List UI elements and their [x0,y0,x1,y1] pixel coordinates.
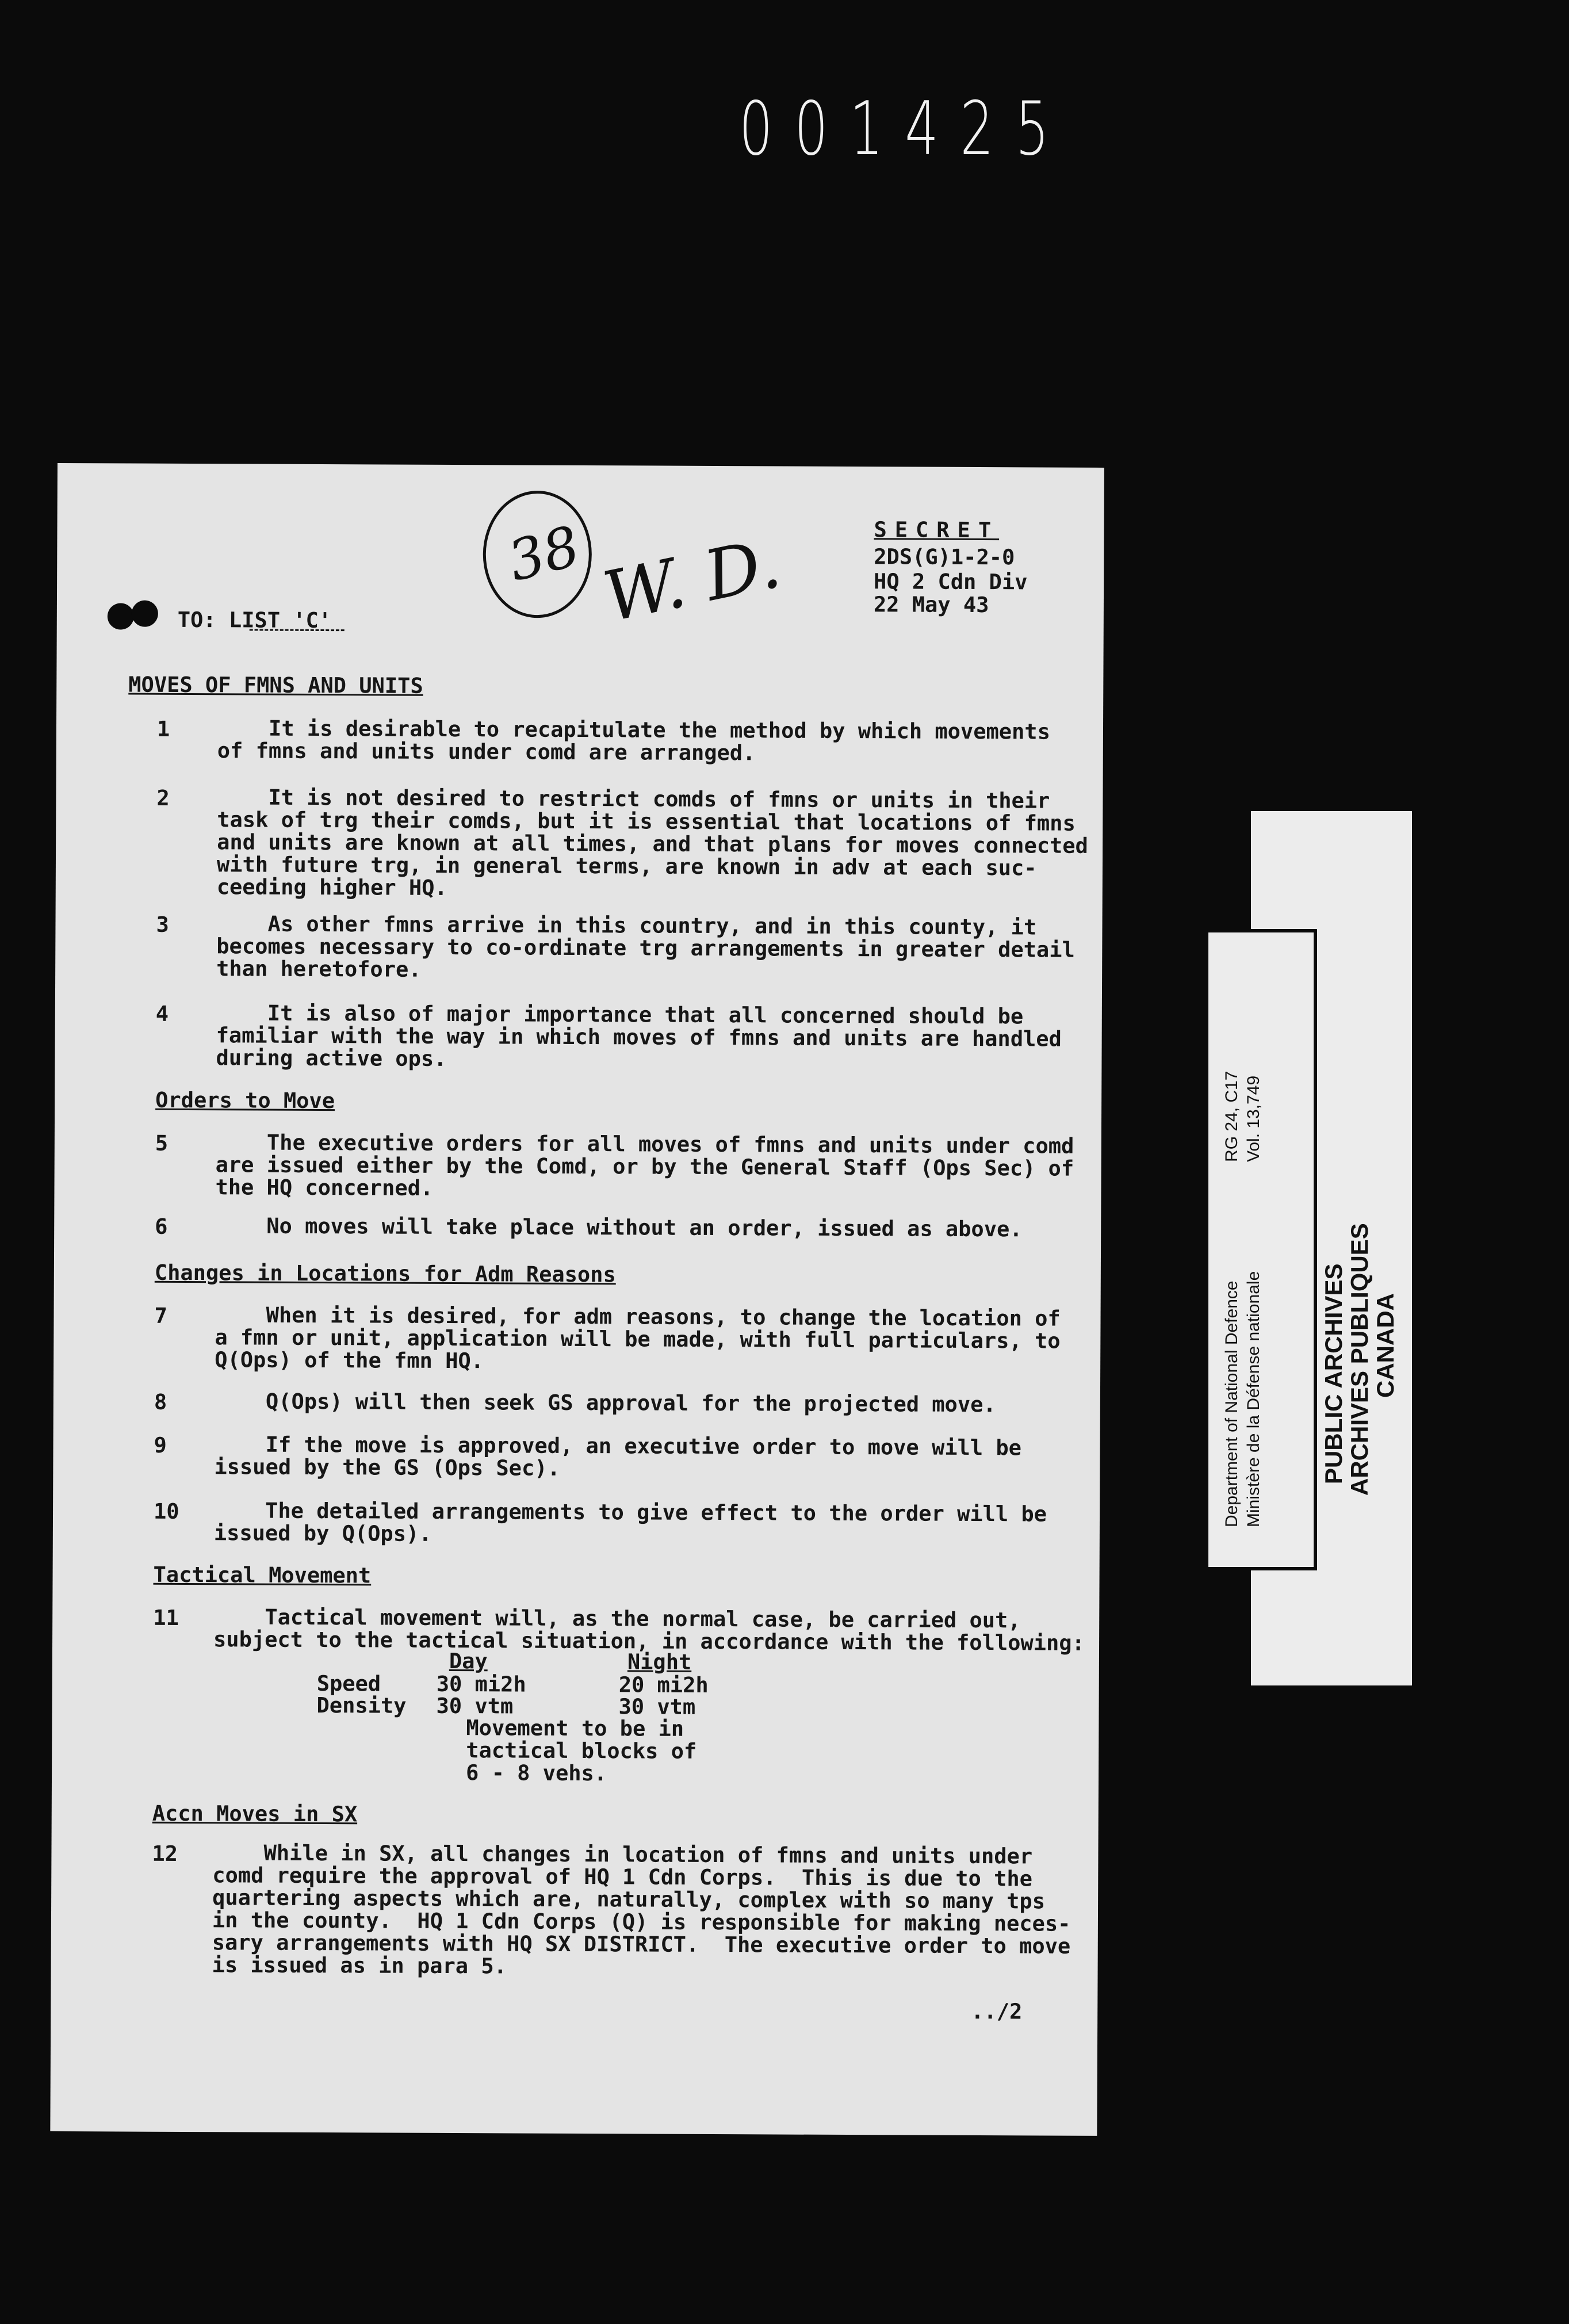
section-heading-changes: Changes in Locations for Adm Reasons [154,1260,616,1287]
paragraph-text: The detailed arrangements to give effect to the order will be issued by Q(Ops). [213,1498,1047,1546]
paragraph-number: 10 [153,1499,179,1524]
department-name-en: Department of National Defence [1222,1281,1241,1527]
table-cell-speed-day: 30 mi2h [436,1671,526,1697]
table-cell-density-night: 30 vtm [618,1694,696,1719]
paragraph-number: 3 [156,912,169,937]
table-row-label-density: Density [316,1692,407,1718]
handwritten-folio-number: 38 [502,514,586,594]
record-group-ref: RG 24, C17 [1222,1071,1241,1162]
paragraph-number: 6 [155,1214,168,1239]
paragraph-12 [152,1841,1073,1980]
paragraph-7 [154,1304,1074,1375]
document-title: MOVES OF FMNS AND UNITS [128,672,423,698]
issuing-hq: HQ 2 Cdn Div [874,569,1028,595]
archive-name-fr: ARCHIVES PUBLIQUES [1346,1223,1373,1496]
paragraph-text: If the move is approved, an executive order to move will be issued by the GS (Ops Sec). [214,1432,1022,1481]
paragraph-text: The executive orders for all moves of fmns and units under comd are issued either by the Comd, or by the General Staff (Ops Sec) of the HQ concerned. [215,1130,1074,1201]
paragraph-text: No moves will take place without an order, issued as above. [215,1213,1023,1242]
paragraph-10 [154,1499,1074,1548]
punch-hole [132,601,158,627]
paragraph-number: 9 [154,1432,167,1458]
table-cell-speed-night: 20 mi2h [618,1672,709,1698]
paragraph-2 [156,785,1088,902]
department-name-fr: Ministère de la Défense nationale [1244,1271,1263,1527]
paragraph-number: 4 [155,1001,169,1026]
paragraph-number: 8 [154,1389,167,1415]
archive-name-en: PUBLIC ARCHIVES [1320,1263,1347,1484]
paragraph-number: 12 [152,1841,178,1866]
paragraph-5 [155,1131,1075,1202]
continuation-mark: ../2 [971,1998,1023,2024]
paragraph-text: It is desirable to recapitulate the method by which movements of fmns and units under comd are arranged. [217,716,1051,766]
paragraph-number: 7 [154,1303,167,1328]
paragraph-text: It is not desired to restrict comds of fmns or units in their task of trg their comds, but it is essential that locations of fmns and units are known at all times, and that plans for moves connected with future trg, in general terms, are known in adv at each suc- ceeding higher HQ. [216,785,1088,900]
paragraph-text: When it is desired, for adm reasons, to change the location of a fmn or unit, application will be made, with full particulars, to Q(Ops) of the fmn HQ. [215,1302,1061,1374]
table-note: Movement to be in tactical blocks of 6 - 8 vehs. [465,1715,697,1786]
distribution-line: TO: LIST 'C' [177,607,332,633]
handwritten-folio-circle [480,488,595,621]
document-page [50,463,1104,2136]
paragraph-1 [157,717,1077,766]
archive-country: CANADA [1372,1293,1399,1398]
paragraph-text: Q(Ops) will then seek GS approval for the projected move. [214,1389,996,1417]
paragraph-text: As other fmns arrive in this country, and in this county, it becomes necessary to co-ordinate trg arrangements in greater detail than heretofore. [216,911,1075,982]
paragraph-11 [153,1604,1085,1656]
classification-mark: SECRET [874,517,1000,543]
paragraph-3 [156,912,1076,984]
paragraph-6 [155,1214,1075,1241]
section-heading-orders: Orders to Move [155,1087,335,1114]
table-cell-density-day: 30 vtm [436,1693,514,1719]
section-heading-tactical: Tactical Movement [153,1562,372,1588]
paragraph-8 [154,1390,1074,1416]
volume-ref: Vol. 13,749 [1244,1075,1263,1162]
table-row-label-speed: Speed [316,1671,381,1696]
paragraph-number: 11 [153,1605,179,1630]
file-reference: 2DS(G)1-2-0 [874,544,1015,570]
handwritten-note: W. D. [597,523,787,638]
archive-stamp [1205,811,1412,1685]
paragraph-text: It is also of major importance that all concerned should be familiar with the way in which moves of fmns and units are handled during active ops. [216,1000,1062,1071]
paragraph-number: 5 [155,1130,169,1156]
paragraph-text: Tactical movement will, as the normal case, be carried out, subject to the tactical situation, in accordance with the following: [213,1604,1085,1656]
table-header-night: Night [627,1649,692,1675]
microfilm-frame-number: 001425 [739,86,1071,172]
table-header-day: Day [449,1648,488,1674]
document-date: 22 May 43 [873,592,989,618]
paragraph-text: While in SX, all changes in location of fmns and units under comd require the approval of HQ 1 Cdn Corps. This is due to the quartering aspects which are, naturally, complex with so many tps in the county. HQ 1 Cdn Corps (Q) is responsible for making neces- sary arrangements with HQ SX DISTRICT. The executive order to move is issued as in para 5. [212,1840,1071,1979]
punch-hole [108,603,134,629]
paragraph-9 [154,1433,1074,1482]
paragraph-4 [155,1002,1076,1073]
section-heading-accn: Accn Moves in SX [152,1801,358,1827]
paragraph-number: 2 [156,785,170,811]
paragraph-number: 1 [156,716,170,741]
